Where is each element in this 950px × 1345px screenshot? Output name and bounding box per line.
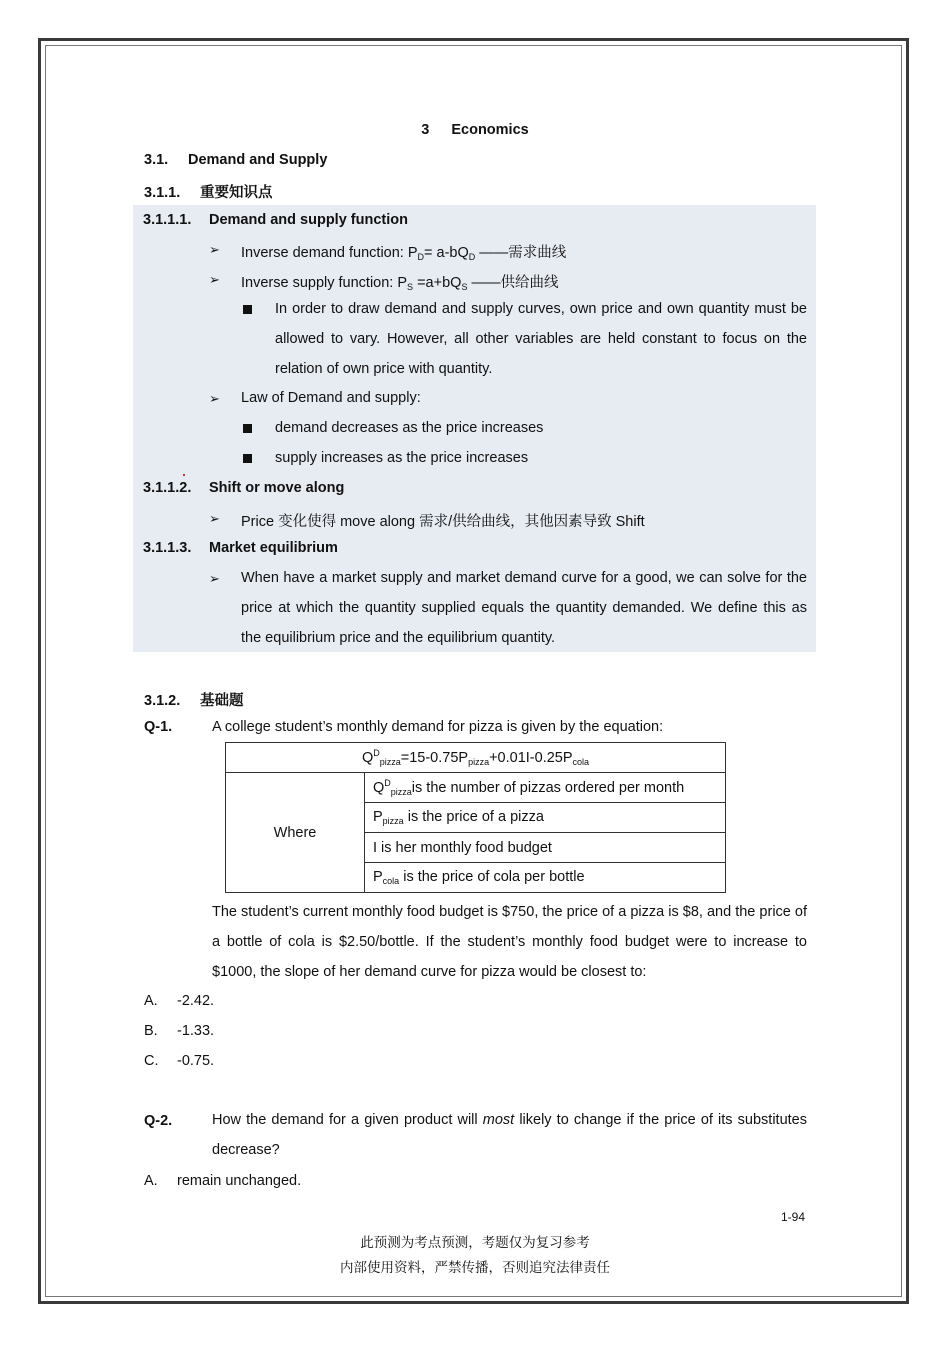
- footer-disclaimer-line2: 内部使用资料，严禁传播，否则追究法律责任: [340, 1260, 610, 1275]
- question1-option-b: B. -1.33.: [144, 1023, 215, 1039]
- chapter-name: Economics: [451, 122, 529, 138]
- square-bullet-icon: [243, 454, 252, 463]
- arrow-bullet-icon: ➢: [209, 272, 220, 287]
- question2-option-a: A. remain unchanged.: [144, 1173, 302, 1189]
- shift-move-item: Price 变化使得 move along 需求/供给曲线，其他因素导致 Shift: [241, 514, 645, 530]
- stray-mark: [183, 474, 185, 476]
- where-label: Where: [226, 773, 365, 893]
- definition-budget: I is her monthly food budget: [365, 833, 726, 863]
- arrow-bullet-icon: ➢: [209, 242, 220, 257]
- definition-quantity: $Q^D_{pizza}is$ the number of pizzas ordered per month: [365, 773, 726, 803]
- subsection-basic-heading: 3.1.2. 基础题: [144, 693, 244, 709]
- topic1-heading: 3.1.1.1. Demand and supply function: [143, 212, 408, 228]
- topic3-heading: 3.1.1.3. Market equilibrium: [143, 540, 338, 556]
- chapter-title: [0, 122, 950, 138]
- square-bullet-icon: [243, 305, 252, 314]
- question1-option-c: C. -0.75.: [144, 1053, 215, 1069]
- arrow-bullet-icon: ➢: [209, 571, 220, 586]
- chapter-number: 3: [421, 122, 430, 138]
- arrow-bullet-icon: ➢: [209, 391, 220, 406]
- question1-body: The student’s current monthly food budget is $750, the price of a pizza is $8, and the price of a bottle of cola is $2.50/bottle. If the student’s monthly food budget were to increase to $1000, the slope of her demand curve for pizza would be closest to:: [212, 904, 807, 980]
- law-item-supply: supply increases as the price increases: [275, 450, 529, 466]
- question1-stem: A college student’s monthly demand for pizza is given by the equation:: [212, 719, 664, 735]
- footer-disclaimer-line1: 此预测为考点预测，考题仅为复习参考: [360, 1235, 590, 1250]
- definition-cola-price: $P_{cola}$ is the price of cola per bottle: [365, 863, 726, 893]
- question1-label: Q-1.: [144, 719, 173, 735]
- question1-option-a: A. -2.42.: [144, 993, 215, 1009]
- demand-supply-note: In order to draw demand and supply curves, own price and own quantity must be allowed to vary. However, all other variables are held constant to focus on the relation of own price with quantity.: [275, 301, 807, 377]
- topic2-heading: 3.1.1.2. Shift or move along: [143, 480, 345, 496]
- section-heading: 3.1. Demand and Supply: [144, 152, 328, 168]
- demand-equation: $Q^D_{pizza}=15-0.75P_{pizza}+0.01I-0.25P_{cola}$: [226, 743, 726, 773]
- question2-label: Q-2.: [144, 1113, 173, 1129]
- inverse-supply-function: Inverse supply function: $P_S =a+bQ_S$ ——供给曲线: [241, 275, 559, 292]
- question2-stem: How the demand for a given product will most likely to change if the price of its substitutes decrease?: [212, 1112, 807, 1158]
- page-number: 1-94: [781, 1210, 806, 1224]
- definition-pizza-price: $P_{pizza}$ is the price of a pizza: [365, 803, 726, 833]
- subsection-key-points-heading: 3.1.1. 重要知识点: [144, 185, 273, 201]
- arrow-bullet-icon: ➢: [209, 511, 220, 526]
- market-equilibrium-item: When have a market supply and market demand curve for a good, we can solve for the price at which the quantity supplied equals the quantity demanded. We define this as the equilibrium price and the equilibrium quantity.: [241, 570, 807, 646]
- law-item-demand: demand decreases as the price increases: [275, 420, 544, 436]
- demand-equation-table: [225, 742, 726, 893]
- square-bullet-icon: [243, 424, 252, 433]
- inverse-demand-function: Inverse demand function: $P_D= a-bQ_D$ ——需求曲线: [241, 245, 567, 262]
- law-heading: Law of Demand and supply:: [241, 390, 421, 406]
